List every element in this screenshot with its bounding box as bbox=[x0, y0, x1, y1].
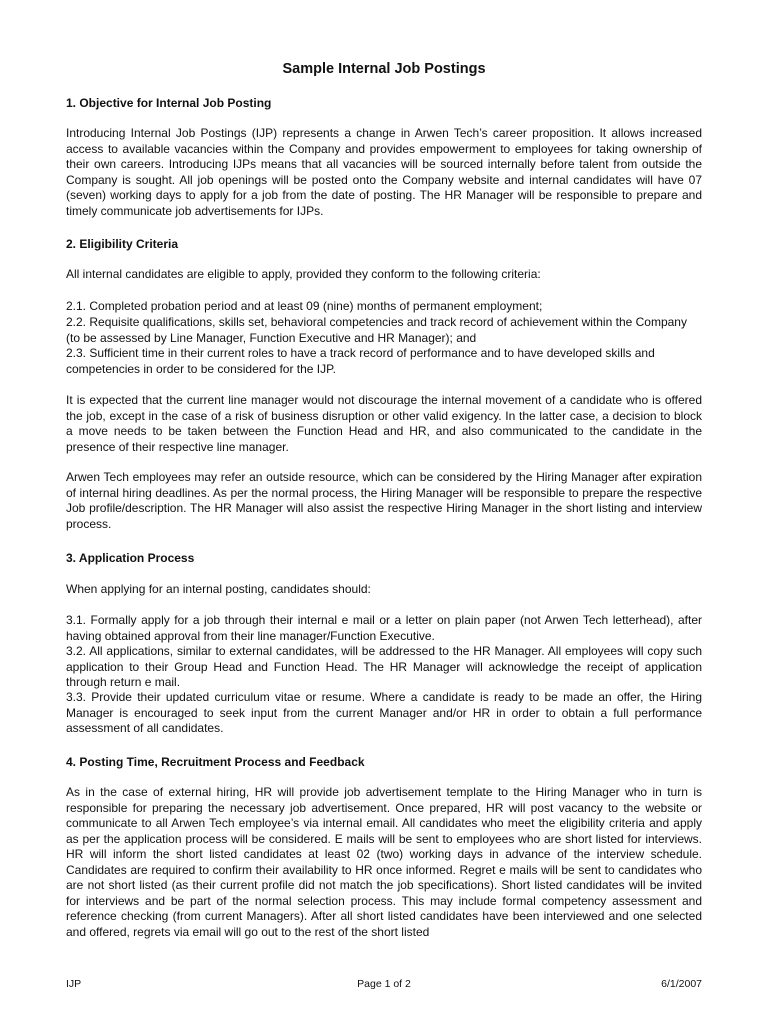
criteria-item-2-1: 2.1. Completed probation period and at least 09 (nine) months of permanent employment; bbox=[66, 299, 543, 313]
section-4-paragraph: As in the case of external hiring, HR will provide job advertisement template to the Hiring Manager who in turn is responsible for preparing the necessary job advertisement. Once prepared, HR will post vacancy to the website or communicate to all Arwen Tech employee’s via internal email. All candidates who meet the eligibility criteria and apply as per the application process will be considered. E mails will be sent to employees who are short listed for interviews. HR will inform the short listed candidates at least 02 (two) working days in advance of the interview schedule. Candidates are required to confirm their availability to HR once informed. Regret e mails will be sent to candidates who are not short listed (as their current profile did not match the job specifications). Short listed candidates will be invited for interviews and be part of the normal selection process. This may include formal competency assessment and reference checking (from current Managers). After all short listed candidates have been interviewed and one selected and offered, regrets via email will go out to the rest of the short listed bbox=[66, 785, 702, 939]
section-1-heading: 1. Objective for Internal Job Posting bbox=[66, 96, 272, 110]
application-item-3-1: 3.1. Formally apply for a job through their internal e mail or a letter on plain paper (not Arwen Tech letterhead), after having obtained approval from their line manager/Function Executive. bbox=[66, 613, 702, 643]
application-item-3-3: 3.3. Provide their updated curriculum vitae or resume. Where a candidate is ready to be made an offer, the Hiring Manager is encouraged to seek input from the current Manager and/or HR in order to obtain a full performance assessment of all candidates. bbox=[66, 690, 702, 735]
section-2-paragraph-referral: Arwen Tech employees may refer an outside resource, which can be considered by the Hiring Manager after expiration of internal hiring deadlines. As per the normal process, the Hiring Manager will be responsible to prepare the respective Job profile/description. The HR Manager will also assist the respective Hiring Manager in the short listing and interview process. bbox=[66, 470, 702, 531]
section-2-heading: 2. Eligibility Criteria bbox=[66, 237, 179, 251]
criteria-item-2-3: 2.3. Sufficient time in their current roles to have a track record of performance and to have developed skills and competencies in order to be considered for the IJP. bbox=[66, 346, 655, 376]
section-3-heading: 3. Application Process bbox=[66, 551, 195, 565]
document-title: Sample Internal Job Postings bbox=[282, 61, 486, 77]
footer-document-code: IJP bbox=[66, 978, 82, 990]
section-1-paragraph: Introducing Internal Job Postings (IJP) represents a change in Arwen Tech’s career proposition. It allows increased access to available vacancies within the Company and provides empowerment to employees for taking ownership of their own careers. Introducing IJPs means that all vacancies will be sourced internally before talent from outside the Company is sought. All job openings will be posted onto the Company website and internal candidates will have 07 (seven) working days to apply for a job from the date of posting. The HR Manager will be responsible to prepare and timely communicate job advertisements for IJPs. bbox=[66, 126, 702, 218]
section-2-intro: All internal candidates are eligible to apply, provided they conform to the following criteria: bbox=[66, 267, 541, 281]
section-4-heading: 4. Posting Time, Recruitment Process and Feedback bbox=[66, 755, 365, 769]
footer-page-number: Page 1 of 2 bbox=[357, 978, 411, 990]
criteria-item-2-2: 2.2. Requisite qualifications, skills set, behavioral competencies and track record of achievement within the Company (to be assessed by Line Manager, Function Executive and HR Manager); and bbox=[66, 315, 687, 345]
section-3-intro: When applying for an internal posting, candidates should: bbox=[66, 582, 371, 596]
footer-date: 6/1/2007 bbox=[661, 978, 702, 990]
section-2-paragraph-line-manager: It is expected that the current line manager would not discourage the internal movement of a candidate who is offered the job, except in the case of a risk of business disruption or other valid exigency. In the latter case, a decision to block a move needs to be taken between the Function Head and HR, and also communicated to the candidate in the presence of their respective line manager. bbox=[66, 393, 702, 454]
application-item-3-2: 3.2. All applications, similar to external candidates, will be addressed to the HR Manager. All employees will copy such application to their Group Head and Function Head. The HR Manager will acknowledge the receipt of application through return e mail. bbox=[66, 644, 702, 689]
